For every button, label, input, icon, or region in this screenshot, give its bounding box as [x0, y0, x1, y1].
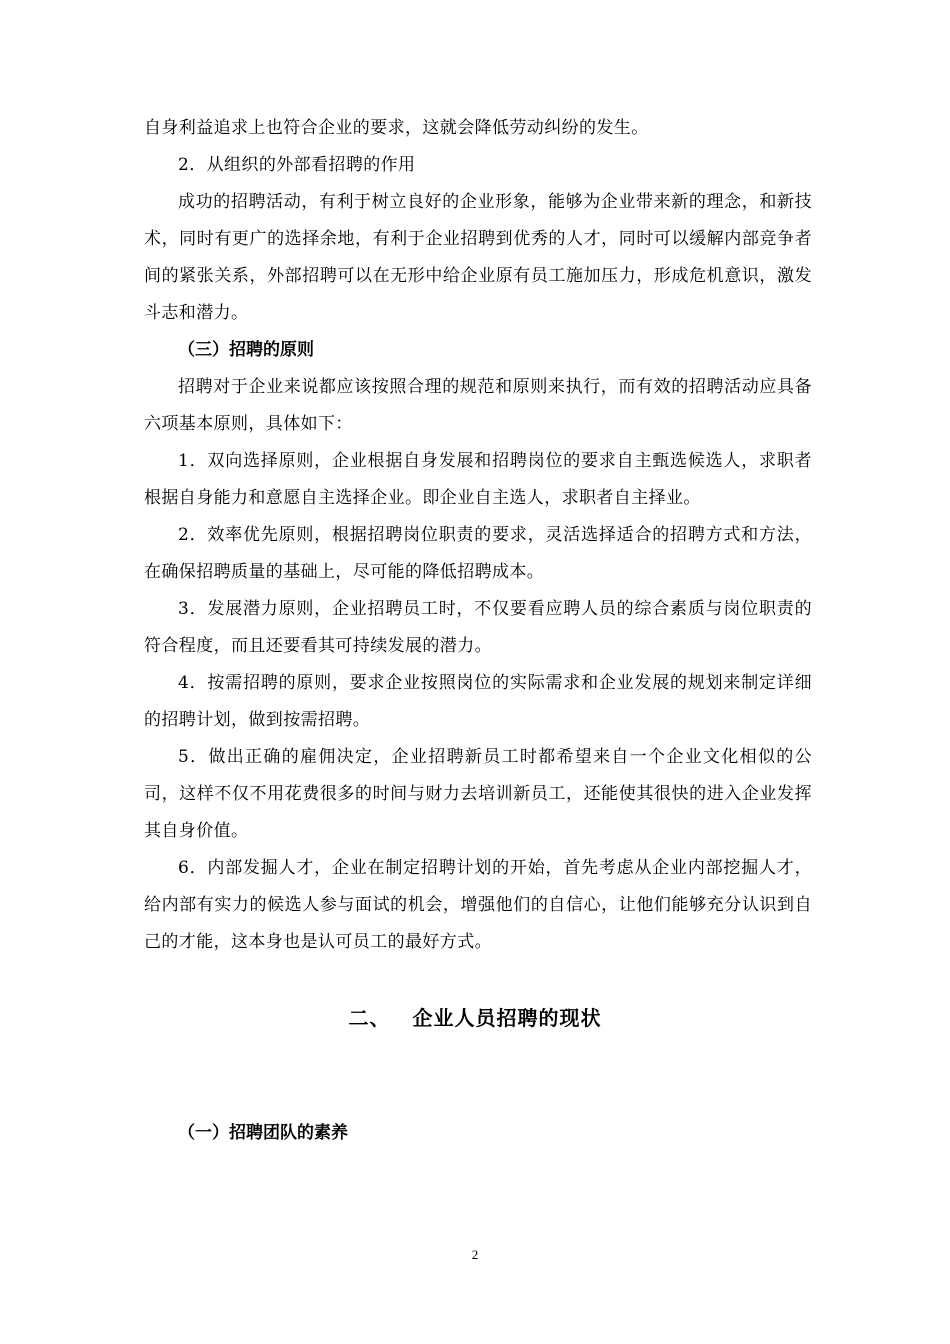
paragraph-principles-intro: 招聘对于企业来说都应该按照合理的规范和原则来执行，而有效的招聘活动应具备六项基本原则，具体如下：: [144, 377, 812, 434]
body-text: [144, 110, 812, 961]
chapter-number: 二、: [348, 1006, 391, 1030]
paragraph-principle-2: 2．效率优先原则，根据招聘岗位职责的要求，灵活选择适合的招聘方式和方法，在确保招聘质量的基础上，尽可能的降低招聘成本。: [144, 525, 812, 582]
paragraph-principle-5: 5．做出正确的雇佣决定，企业招聘新员工时都希望来自一个企业文化相似的公司，这样不仅不用花费很多的时间与财力去培训新员工，还能使其很快的进入企业发挥其自身价值。: [144, 747, 812, 841]
page-number: 2: [471, 1247, 479, 1262]
section-heading: （一）招聘团队的素养: [178, 1123, 348, 1143]
paragraph-principle-1: 1．双向选择原则，企业根据自身发展和招聘岗位的要求自主甄选候选人，求职者根据自身能力和意愿自主选择企业。即企业自主选人，求职者自主择业。: [144, 451, 812, 508]
subheading-principles: （三）招聘的原则: [178, 340, 314, 360]
paragraph-principle-6: 6．内部发掘人才，企业在制定招聘计划的开始，首先考虑从企业内部挖掘人才，给内部有实力的候选人参与面试的机会，增强他们的自信心，让他们能够充分认识到自己的才能，这本身也是认可员工的最好方式。: [144, 858, 812, 952]
chapter-title-text: 企业人员招聘的现状: [412, 1006, 602, 1030]
paragraph-continuation: 自身利益追求上也符合企业的要求，这就会降低劳动纠纷的发生。: [144, 118, 649, 138]
chapter-title: [0, 1002, 950, 1031]
paragraph-principle-4: 4．按需招聘的原则，要求企业按照岗位的实际需求和企业发展的规划来制定详细的招聘计划，做到按需招聘。: [144, 673, 812, 730]
paragraph-external-role-title: 2．从组织的外部看招聘的作用: [178, 155, 416, 175]
paragraph-external-role: 成功的招聘活动，有利于树立良好的企业形象，能够为企业带来新的理念，和新技术，同时有更广的选择余地，有利于企业招聘到优秀的人才，同时可以缓解内部竞争者间的紧张关系，外部招聘可以在无形中给企业原有员工施加压力，形成危机意识，激发斗志和潜力。: [144, 192, 812, 323]
paragraph-principle-3: 3．发展潜力原则，企业招聘员工时，不仅要看应聘人员的综合素质与岗位职责的符合程度，而且还要看其可持续发展的潜力。: [144, 599, 812, 656]
